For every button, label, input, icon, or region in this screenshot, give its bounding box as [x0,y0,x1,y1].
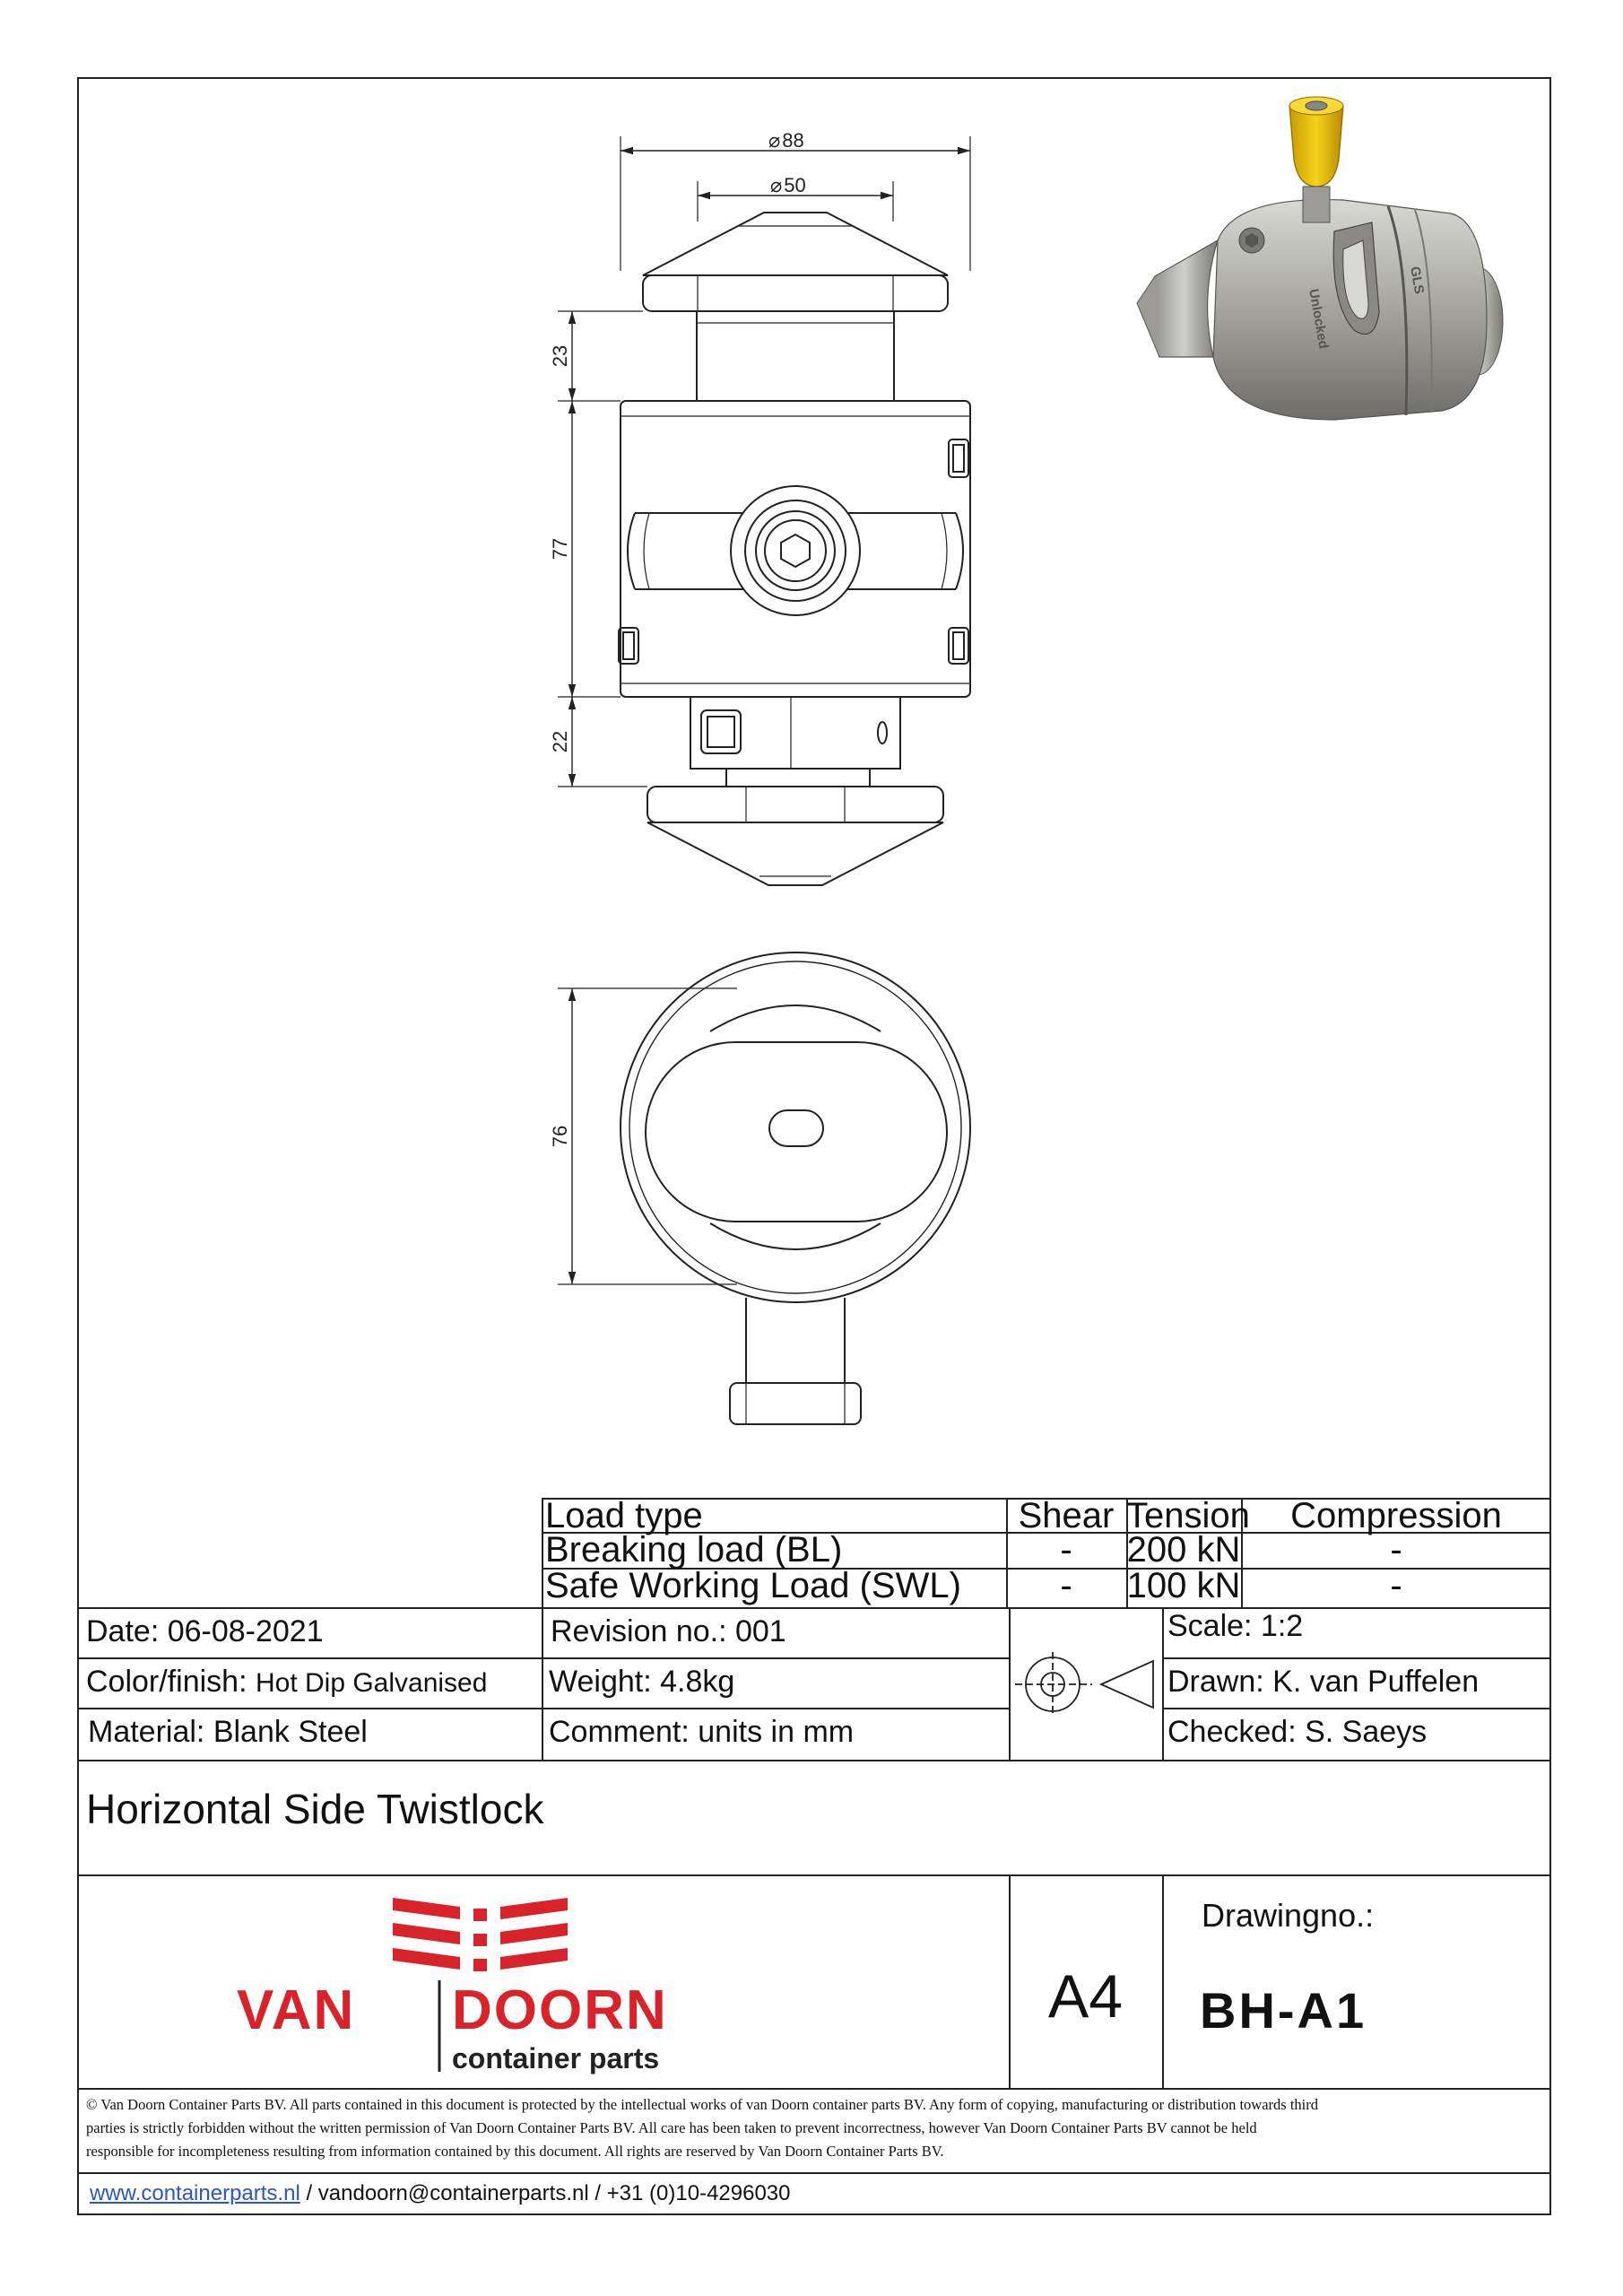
load-row-swl-tension: 100 kN [1126,1566,1241,1605]
info-material: Material: Blank Steel [88,1715,368,1749]
load-row-bl-label: Breaking load (BL) [545,1530,843,1570]
svg-text:⌀88 [768,129,804,152]
load-header-shear: Shear [1018,1496,1115,1535]
load-header-compression: Compression [1290,1496,1502,1535]
info-checked: Checked: S. Saeys [1167,1715,1428,1749]
legal-line-1: © Van Doorn Container Parts BV. All parts contained in this document is protected by the intellectual works of van Doorn container parts BV. Any form of copying, manufacturing or distribution towards third [86,2096,1319,2113]
van-doorn-logo [231,1883,787,2083]
footer-contact [90,2181,791,2206]
info-color-value: Hot Dip Galvanised [255,1668,488,1698]
diameter-symbol: ⌀ [770,174,783,196]
photo-label-gls: GLS [1407,265,1428,296]
sheet-size: A4 [1047,1962,1124,2031]
load-row-swl-label: Safe Working Load (SWL) [545,1566,961,1605]
svg-text:⌀50 [770,174,806,196]
info-color-finish [86,1666,487,1697]
contact-details: / vandoorn@containerparts.nl / +31 (0)10-4296030 [299,2181,791,2205]
info-weight: Weight: 4.8kg [549,1665,735,1699]
drawing-number-value: BH-A1 [1200,1982,1367,2039]
legal-line-3: responsible for incompleteness resulting from information contained by this document. All rights are reserved by Van Doorn Container Parts BV. [86,2143,944,2160]
logo-tagline: container parts [452,2042,660,2074]
legal-notice [86,2093,1544,2163]
load-header-type: Load type [545,1496,703,1535]
info-comment: Comment: units in mm [549,1715,855,1749]
dim-body-height: 77 [549,537,571,561]
load-table [542,1498,1551,1607]
dim-bottom-height: 22 [549,730,571,753]
info-revision: Revision no.: 001 [551,1614,786,1648]
drawing-title: Horizontal Side Twistlock [86,1786,544,1832]
info-scale: Scale: 1:2 [1167,1609,1304,1643]
website-link[interactable]: www.containerparts.nl [90,2181,300,2205]
info-drawn: Drawn: K. van Puffelen [1167,1665,1480,1699]
product-photo [1119,88,1532,483]
load-row-swl-shear: - [1060,1566,1072,1605]
load-row-bl-compression: - [1390,1530,1402,1570]
legal-line-2: parties is strictly forbidden without the written permission of Van Doorn Container Parts BV. All care has been taken to prevent incorrectness, however Van Doorn Container Parts BV cannot be held [86,2119,1257,2136]
drawing-sheet [77,77,1551,2215]
load-row-swl-compression: - [1390,1566,1402,1605]
dim-inner-diameter: 50 [784,174,806,196]
info-color-label: Color/finish: [86,1665,247,1699]
load-row-bl-tension: 200 kN [1126,1530,1241,1570]
diameter-symbol: ⌀ [768,129,781,152]
load-header-tension: Tension [1126,1496,1250,1535]
dim-plan-height: 76 [549,1125,571,1148]
drawing-number-label: Drawingno.: [1202,1897,1375,1934]
photo-label-unlocked: Unlocked [1306,287,1332,351]
load-row-bl-shear: - [1060,1530,1072,1570]
logo-word-right: DOORN [452,1979,668,2041]
dim-top-height: 23 [549,344,571,368]
dim-outer-diameter: 88 [782,129,804,152]
info-date: Date: 06-08-2021 [86,1614,324,1648]
projection-symbol-icon [1011,1648,1162,1720]
logo-word-left: VAN [237,1979,356,2041]
